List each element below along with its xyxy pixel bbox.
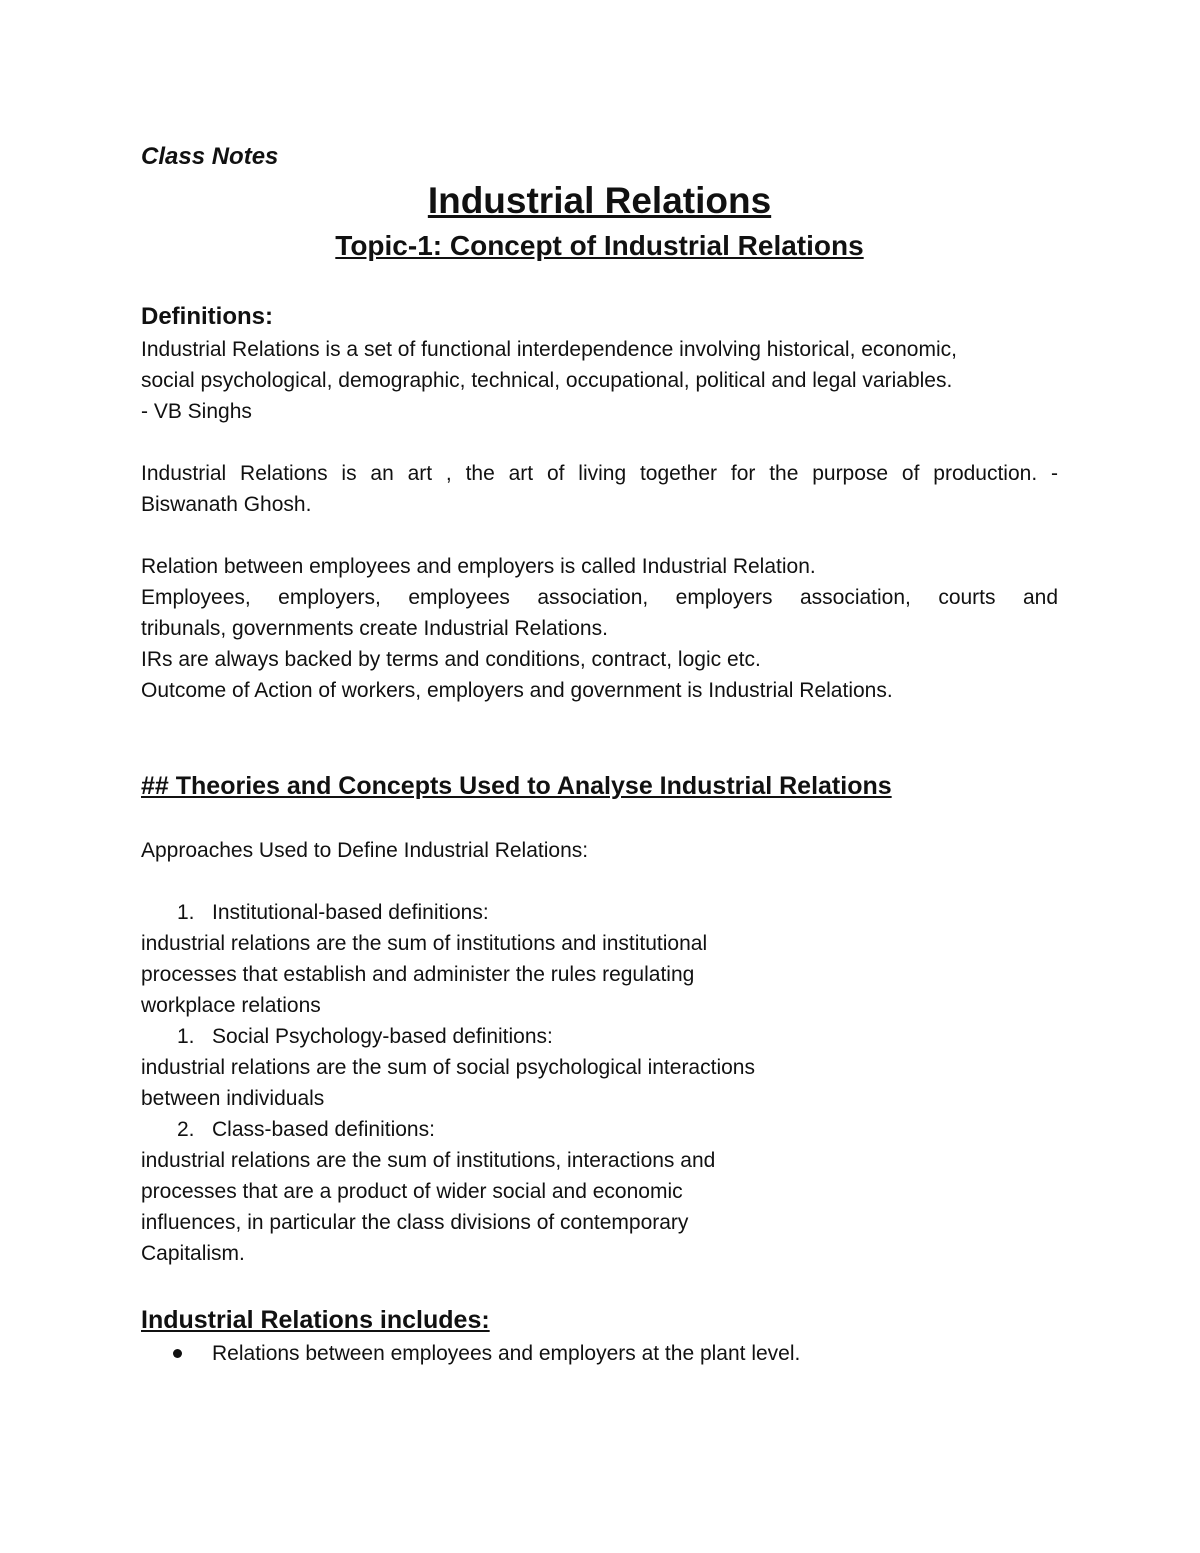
definition-general [141,551,1058,706]
document-page [141,138,1058,1369]
approach-line: processes that establish and administer the rules regulating [141,963,695,986]
approach-line: Capitalism. [141,1242,245,1265]
list-number: 2. [177,1118,195,1141]
approach-label: Institutional-based definitions: [212,901,489,924]
approach-social-psychology [141,1021,1058,1114]
definition-line: social psychological, demographic, technical, occupational, political and legal variables. [141,369,953,392]
approach-item-label [141,897,1058,928]
approaches-list [141,897,1058,1269]
list-number: 1. [177,1025,195,1048]
class-notes-label: Class Notes [141,143,279,170]
bullet-icon [173,1349,182,1358]
approach-line: influences, in particular the class divisions of contemporary [141,1211,689,1234]
approach-line: industrial relations are the sum of institutions, interactions and [141,1149,716,1172]
document-subtitle: Topic-1: Concept of Industrial Relations [335,230,864,261]
approach-line: processes that are a product of wider social and economic [141,1180,683,1203]
approach-line: workplace relations [141,994,321,1017]
approach-item-label [141,1114,1058,1145]
approach-line: between individuals [141,1087,325,1110]
theories-heading: ## Theories and Concepts Used to Analyse Industrial Relations [141,772,892,800]
definition-line: Relation between employees and employers is called Industrial Relation. [141,555,816,578]
approach-class-based [141,1114,1058,1269]
definition-line: Employees, employers, employees association, employers association, courts and [141,586,1058,609]
definition-line: Industrial Relations is an art , the art of living together for the purpose of production. - [141,462,1058,485]
definitions-heading: Definitions: [141,303,273,330]
definition-line: Industrial Relations is a set of functional interdependence involving historical, economic, [141,338,957,361]
definition-line: Outcome of Action of workers, employers and government is Industrial Relations. [141,679,893,702]
approach-label: Social Psychology-based definitions: [212,1025,553,1048]
approach-line: industrial relations are the sum of institutions and institutional [141,932,708,955]
document-title: Industrial Relations [427,180,772,221]
definition-line: tribunals, governments create Industrial Relations. [141,617,608,640]
definition-vb-singhs [141,334,1058,427]
list-item [141,1338,1058,1369]
approach-line: industrial relations are the sum of social psychological interactions [141,1056,755,1079]
approach-label: Class-based definitions: [212,1118,435,1141]
definition-line: - VB Singhs [141,400,252,423]
definition-biswanath-ghosh [141,458,1058,520]
approach-institutional [141,897,1058,1021]
includes-list [141,1338,1058,1369]
approach-item-label [141,1021,1058,1052]
list-item-text: Relations between employees and employers at the plant level. [212,1342,801,1365]
list-number: 1. [177,901,195,924]
includes-heading: Industrial Relations includes: [141,1306,490,1334]
definition-line: Biswanath Ghosh. [141,493,312,516]
definition-line: IRs are always backed by terms and conditions, contract, logic etc. [141,648,761,671]
approaches-intro: Approaches Used to Define Industrial Relations: [141,839,589,862]
